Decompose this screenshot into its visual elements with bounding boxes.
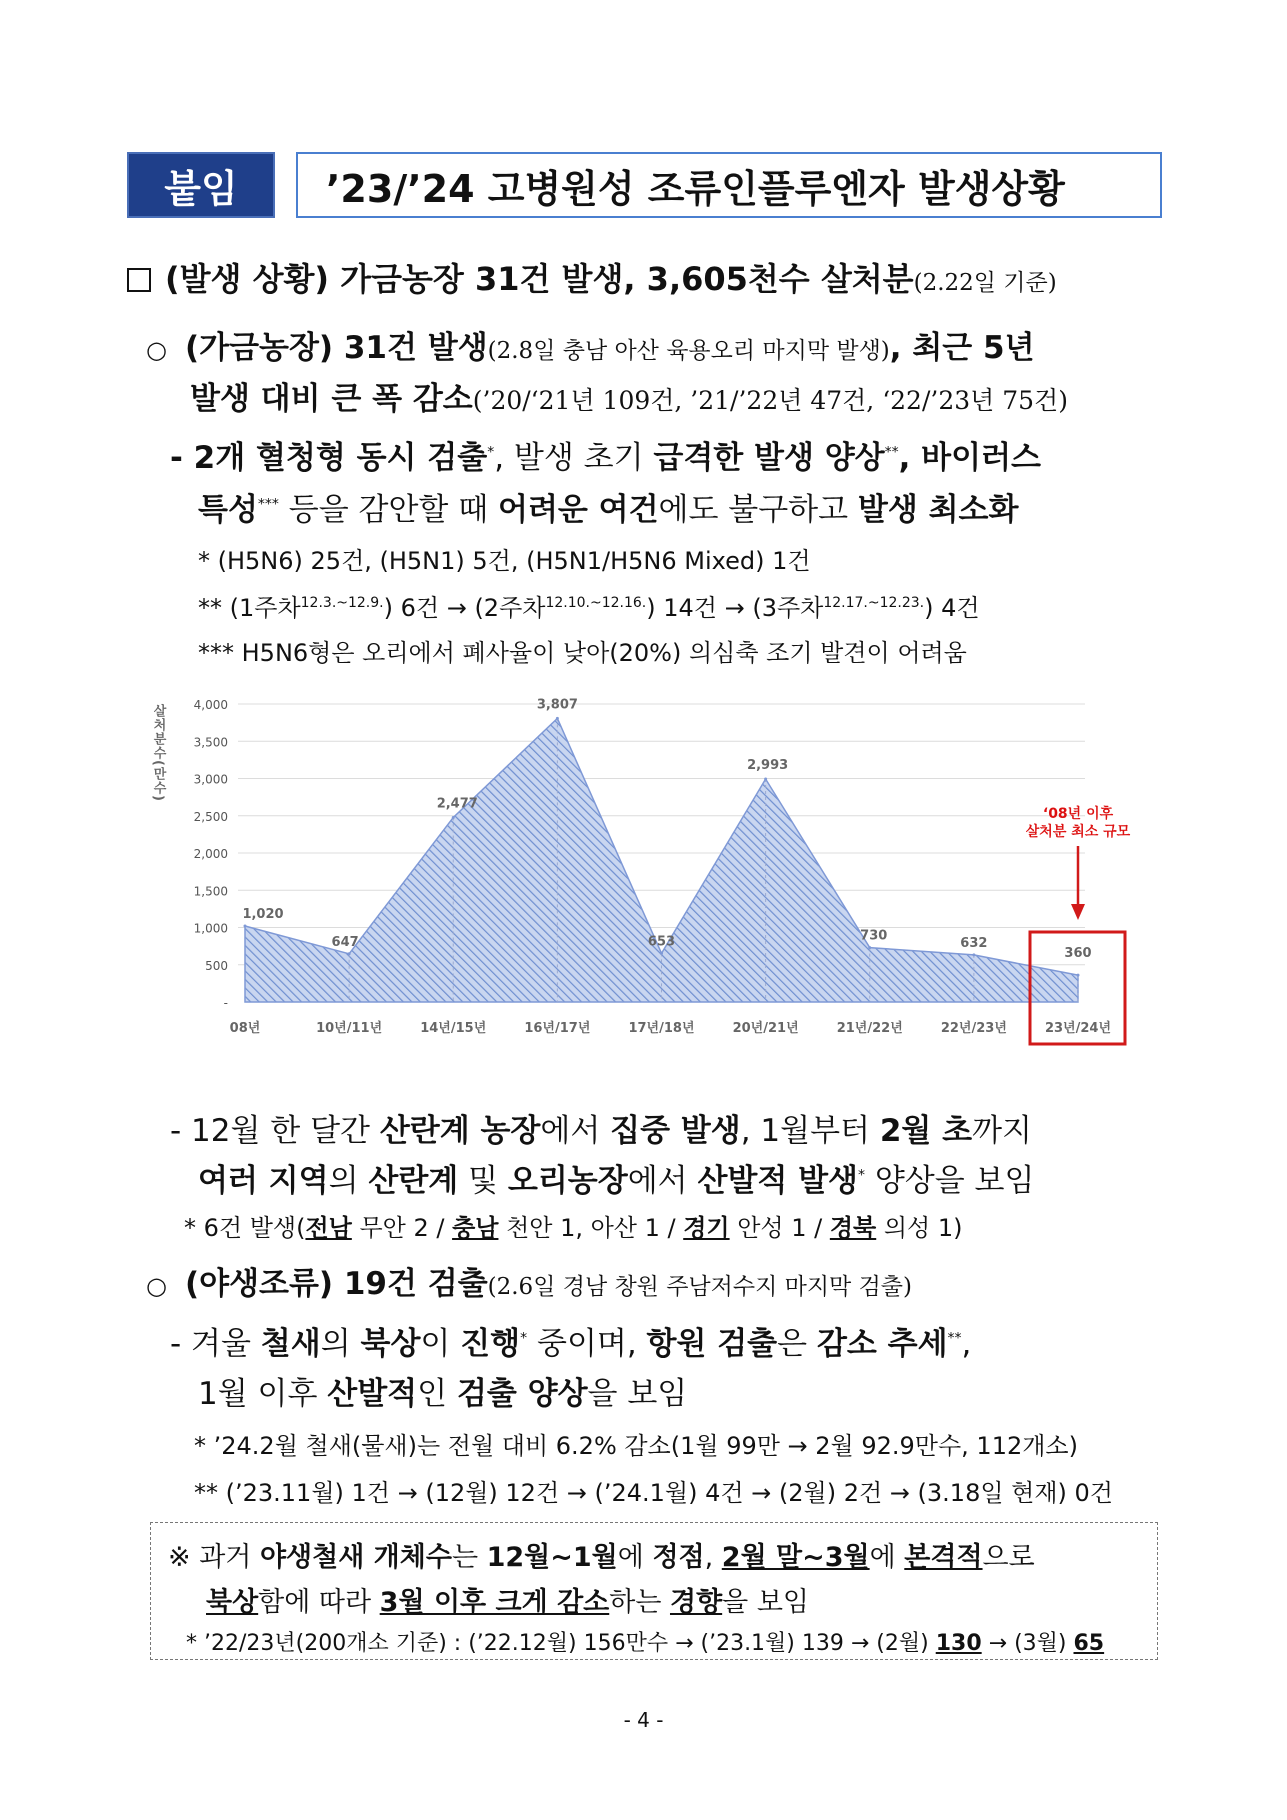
text-span: 진행 [460, 1326, 521, 1362]
poultry-paragraph-line1 [146, 322, 1035, 367]
footnote-serotype: * (H5N6) 25건, (H5N1) 5건, (H5N1/H5N6 Mixed) 1건 [198, 547, 811, 575]
chart-data-labels [242, 697, 1091, 961]
poultry-lead: (가금농장) 31건 발생 [184, 330, 488, 366]
text-span: 산발적 발생 [697, 1163, 858, 1199]
data-label: 1,020 [242, 907, 284, 923]
y-tick-label: 500 [205, 958, 228, 973]
text-span: 등을 감안할 때 [278, 492, 498, 528]
text-span: - 12월 한 달간 [170, 1113, 380, 1149]
y-tick-label: 3,000 [193, 772, 228, 787]
note-line1 [168, 1535, 1035, 1574]
text-span: ※ 과거 [168, 1542, 260, 1573]
text-span: 산란계 농장 [379, 1113, 541, 1149]
footnote-mark: * [857, 1167, 865, 1184]
y-tick-label: 1,500 [193, 884, 228, 899]
y-axis-label: 살처분수(만수) [150, 704, 166, 802]
text-span: 이 [420, 1326, 461, 1362]
text-span: 발생 최소화 [857, 492, 1019, 528]
x-tick-label: 23년/24년 [1044, 1021, 1112, 1036]
text-span: 정점 [652, 1542, 705, 1573]
hollow-circle-bullet-icon: ○ [146, 336, 167, 364]
text-span: * 6건 발생( [184, 1214, 306, 1242]
y-tick-label: 2,500 [193, 809, 228, 824]
text-span: 안성 1 / [729, 1214, 830, 1242]
footnote-mark: * [487, 444, 495, 461]
text-span: , 바이러스 [898, 440, 1041, 476]
page-number: - 4 - [623, 1708, 664, 1732]
text-span: 에서 [627, 1163, 698, 1199]
text-span: 12월~1월 [486, 1542, 618, 1573]
dash-item-1-line1 [170, 432, 1041, 477]
text-span: 의 [320, 1326, 361, 1362]
data-point [868, 946, 871, 949]
text-span: 2월 말~3월 [721, 1542, 870, 1573]
y-tick-label: 4,000 [193, 698, 228, 712]
text-span: 감소 추세 [816, 1326, 948, 1362]
footnote-detections: ** (’23.11월) 1건 → (12월) 12건 → (’24.1월) 4건 → (2월) 2건 → (3.18일 현재) 0건 [194, 1479, 1113, 1507]
data-point [244, 925, 247, 928]
text-span: ** (1주차 [198, 594, 301, 622]
text-span: - 2개 혈청형 동시 검출 [170, 440, 488, 476]
footnote-mark: ** [947, 1330, 962, 1347]
data-point [764, 778, 767, 781]
text-span: 으로 [982, 1542, 1035, 1573]
text-span: , [704, 1542, 722, 1573]
x-tick-label: 22년/23년 [940, 1021, 1007, 1036]
text-span: 양상을 보임 [864, 1163, 1035, 1199]
y-tick-label: 3,500 [193, 735, 228, 750]
footnote-weekly [198, 588, 980, 623]
poultry-recent: , 최근 5년 [889, 330, 1035, 366]
text-span: ) 4건 [924, 594, 980, 622]
data-label: 2,993 [747, 758, 789, 774]
note-footnote [186, 1626, 1104, 1657]
footnote-mark: * [520, 1330, 528, 1347]
text-span: (야생조류) 19건 검출 [184, 1266, 488, 1302]
footnote-h5n6: *** H5N6형은 오리에서 폐사율이 낮아(20%) 의심축 조기 발견이 어려움 [198, 639, 967, 667]
text-span: 항원 검출 [646, 1326, 778, 1362]
footnote-mark: *** [257, 496, 279, 513]
text-span: 인 [417, 1376, 457, 1412]
chart-gridlines [238, 704, 1085, 965]
data-label: 3,807 [536, 697, 578, 713]
text-span: , [961, 1326, 972, 1362]
data-point [556, 717, 559, 720]
text-span: 철새 [260, 1326, 321, 1362]
text-span: , 발생 초기 [494, 440, 654, 476]
footnote-mark: ** [884, 444, 899, 461]
dash-item-2-line2 [198, 1155, 1034, 1200]
text-span: 급격한 발생 양상 [653, 440, 885, 476]
poultry-history: (’20/‘21년 109건, ’21/’22년 47건, ‘22/’23년 75건) [472, 386, 1068, 415]
footnote-mark: 12.10.~12.16. [545, 595, 647, 611]
data-label: 632 [960, 935, 988, 951]
y-tick-label: - [223, 996, 228, 1010]
data-point [660, 952, 663, 955]
text-span: 는 [451, 1542, 487, 1573]
poultry-decrease: 발생 대비 큰 폭 감소 [190, 381, 473, 417]
culling-area-chart [150, 690, 1150, 1055]
data-label: 360 [1064, 946, 1092, 962]
text-span: 을 보임 [722, 1587, 809, 1618]
note-line2 [206, 1580, 809, 1619]
x-tick-label: 16년/17년 [524, 1021, 591, 1036]
text-span: 까지 [972, 1113, 1032, 1149]
text-span: 경북 [829, 1214, 877, 1242]
annotation-line2: 살처분 최소 규모 [1025, 824, 1131, 840]
y-tick-label: 1,000 [193, 921, 228, 936]
footnote-migratory: * ’24.2월 철새(물새)는 전월 대비 6.2% 감소(1월 99만 → 2월 92.9만수, 112개소) [194, 1432, 1078, 1460]
text-span: 함에 따라 [258, 1587, 380, 1618]
text-span: 은 [777, 1326, 817, 1362]
text-span: ) 6건 → (2주차 [383, 594, 546, 622]
text-span: 130 [935, 1631, 982, 1656]
x-tick-label: 14년/15년 [420, 1021, 487, 1036]
annotation-line1: ‘08년 이후 [1042, 806, 1114, 822]
text-span: 에 [869, 1542, 905, 1573]
text-span: 2월 초 [879, 1113, 973, 1149]
data-point [348, 952, 351, 955]
data-point [972, 953, 975, 956]
hollow-circle-bullet-icon: ○ [146, 1272, 167, 1300]
text-span: 하는 [609, 1587, 670, 1618]
text-span: 1월 이후 [198, 1376, 328, 1412]
text-span: 을 보임 [587, 1376, 688, 1412]
text-span: 충남 [452, 1214, 499, 1242]
x-tick-label: 20년/21년 [732, 1021, 799, 1036]
text-span: 북상 [206, 1587, 259, 1618]
dash-item-3-line2 [198, 1368, 687, 1413]
x-tick-label: 10년/11년 [316, 1021, 383, 1036]
text-span: 의 [328, 1163, 369, 1199]
text-span: 집중 발생 [610, 1113, 741, 1149]
text-span: 천안 1, 아산 1 / [498, 1214, 684, 1242]
dash-item-3-line1 [170, 1318, 971, 1363]
page-title: ’23/’24 고병원성 조류인플루엔자 발생상황 [296, 152, 1162, 218]
data-label: 2,477 [436, 796, 478, 812]
text-span: (2.6일 경남 창원 주남저수지 마지막 검출) [487, 1274, 912, 1300]
data-point [1077, 974, 1080, 977]
poultry-paragraph-line2 [190, 373, 1068, 418]
text-span: 경향 [669, 1587, 723, 1618]
attachment-tag: 붙임 [127, 152, 275, 218]
data-point [452, 816, 455, 819]
text-span: 특성 [198, 492, 258, 528]
text-span: → (3월) [981, 1631, 1074, 1656]
text-span: 경기 [683, 1214, 730, 1242]
text-span: 에서 [540, 1113, 611, 1149]
section-heading [127, 254, 1057, 300]
text-span: 및 [458, 1163, 508, 1199]
footnote-mark: 12.17.~12.23. [823, 595, 925, 611]
dash-item-2-line1 [170, 1105, 1032, 1150]
text-span: * ’22/23년(200개소 기준) : (’22.12월) 156만수 → (’23.1월) 139 → (2월) [186, 1631, 936, 1656]
text-span: 검출 양상 [456, 1376, 588, 1412]
text-span: 북상 [360, 1326, 421, 1362]
text-span: 야생철새 개체수 [259, 1542, 452, 1573]
section-heading-date: (2.22일 기준) [913, 270, 1057, 296]
text-span: 3월 이후 크게 감소 [379, 1587, 610, 1618]
x-tick-label: 08년 [229, 1021, 261, 1036]
data-label: 653 [647, 934, 676, 950]
x-tick-label: 17년/18년 [628, 1021, 695, 1036]
text-span: 65 [1073, 1631, 1105, 1656]
annotation-arrowhead [1071, 904, 1085, 920]
text-span: 중이며, [527, 1326, 647, 1362]
checkbox-square-icon [127, 268, 151, 292]
text-span: 산발적 [327, 1376, 418, 1412]
text-span: 전남 [305, 1214, 352, 1242]
y-tick-label: 2,000 [193, 847, 228, 861]
dash-item-1-line2 [198, 484, 1018, 529]
text-span: 본격적 [904, 1542, 983, 1573]
text-span: 여러 지역 [198, 1163, 329, 1199]
text-span: 어려운 여건 [498, 492, 659, 528]
chart-y-axis [194, 698, 228, 1010]
text-span: ) 14건 → (3주차 [646, 594, 824, 622]
footnote-regions [184, 1208, 962, 1243]
text-span: 오리농장 [507, 1163, 628, 1199]
footnote-mark: 12.3.~12.9. [300, 595, 384, 611]
text-span: , 1월부터 [740, 1113, 880, 1149]
chart-x-axis [230, 1020, 1111, 1036]
poultry-last-case: (2.8일 충남 아산 육용오리 마지막 발생) [487, 338, 890, 364]
text-span: 의성 1) [876, 1214, 963, 1242]
text-span: 무안 2 / [351, 1214, 453, 1242]
data-label: 730 [860, 928, 888, 944]
data-label: 647 [331, 934, 359, 950]
text-span: - 겨울 [170, 1326, 261, 1362]
text-span: 산란계 [368, 1163, 459, 1199]
text-span: 에 [617, 1542, 653, 1573]
x-tick-label: 21년/22년 [836, 1021, 903, 1036]
section-heading-bold: (발생 상황) 가금농장 31건 발생, 3,605천수 살처분 [165, 260, 914, 298]
wild-bird-paragraph [146, 1258, 912, 1303]
text-span: 에도 불구하고 [658, 492, 858, 528]
